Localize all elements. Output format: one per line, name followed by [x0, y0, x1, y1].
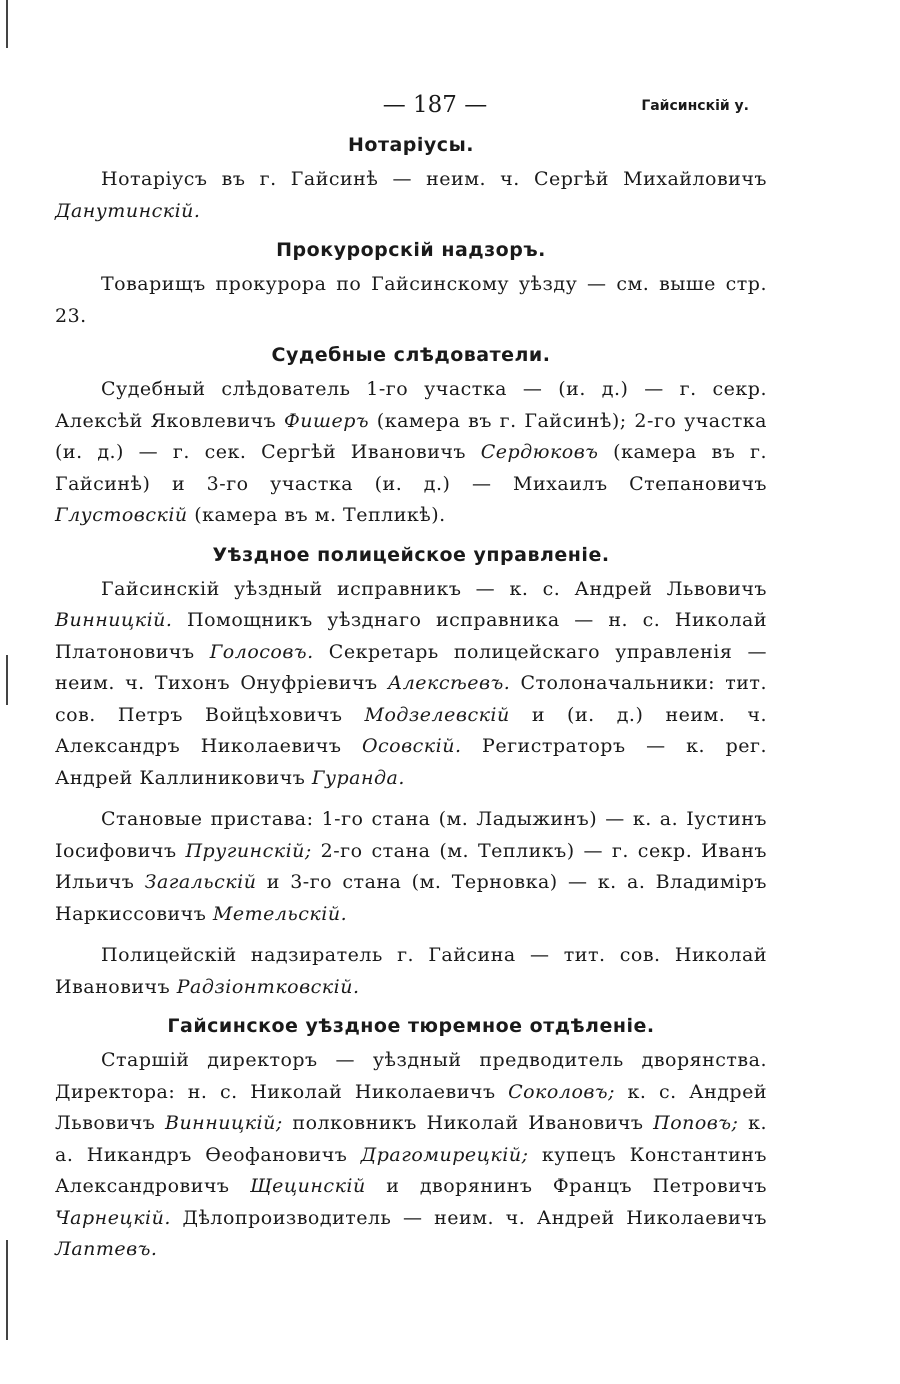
section-title-investigators: Судебные слѣдователи. — [271, 344, 551, 366]
section-title-notaries: Нотаріусы. — [348, 134, 474, 156]
text: к. а. Никандръ Ѳеофановичъ — [55, 1112, 767, 1166]
text: Гайсинскій уѣздный исправникъ — к. с. Андрей Львовичъ — [101, 577, 767, 600]
text: Секретарь полицейскаго управленія — неим. ч. Тихонъ Онуфріевичъ — [55, 640, 767, 694]
scan-edge-mark — [6, 1240, 8, 1340]
text: Нотаріусъ въ г. Гайсинѣ — неим. ч. Сергѣй Михайловичъ — [101, 168, 767, 190]
person-name: Винницкій. — [55, 609, 173, 631]
text: Становые пристава: 1-го стана (м. Ладыжинъ) — к. а. Іустинъ Іосифовичъ — [55, 808, 767, 862]
text: Товарищъ прокурора по Гайсинскому уѣзду — см. выше стр. 23. — [55, 273, 767, 327]
person-name: Чарнецкій. — [55, 1206, 171, 1229]
paragraph-police-stations — [55, 804, 767, 930]
person-name: Лаптевъ. — [55, 1238, 158, 1260]
person-name: Поповъ; — [653, 1112, 739, 1134]
person-name: Загальскій — [144, 871, 257, 893]
text: купецъ Константинъ Александровичъ — [55, 1143, 767, 1197]
paragraph-prison — [55, 1045, 767, 1266]
person-name: Данутинскій. — [55, 199, 201, 222]
paragraph-police-supervisor — [55, 940, 767, 1003]
document-page — [55, 92, 767, 1276]
text: к. с. Андрей Львовичъ — [55, 1080, 768, 1134]
person-name: Винницкій; — [164, 1112, 283, 1134]
text: Полицейскій надзиратель г. Гайсина — тит. сов. Николай Ивановичъ — [55, 944, 767, 998]
person-name: Модзелевскій — [364, 703, 510, 726]
person-name: Фишеръ — [283, 409, 370, 432]
text: и дворянинъ Францъ Петровичъ — [365, 1175, 768, 1197]
page-number: — 187 — — [382, 92, 488, 118]
paragraph-prosecutor — [55, 269, 767, 332]
text: Старшій директоръ — уѣздный предводитель дворянства. Директора: н. с. Николай Николаевичъ — [55, 1049, 767, 1103]
person-name: Сердюковъ — [480, 441, 599, 463]
text: и (и. д.) неим. ч. Александръ Николаевичъ — [55, 703, 767, 757]
text: и 3-го стана (м. Терновка) — к. а. Владиміръ Наркиссовичъ — [55, 871, 768, 925]
running-head — [55, 92, 767, 122]
text: 2-го стана (м. Тепликъ) — г. секр. Иванъ Ильичъ — [55, 839, 767, 893]
person-name: Гуранда. — [311, 766, 405, 789]
running-head-district: Гайсинскій у. — [641, 98, 749, 114]
text: Дѣлопроизводитель — неим. ч. Андрей Николаевичъ — [170, 1206, 767, 1229]
text: (камера въ г. Гайсинѣ) и 3-го участка (и. д.) — Михаилъ Степановичъ — [55, 441, 767, 495]
section-title-prison: Гайсинское уѣздное тюремное отдѣленіе. — [167, 1015, 655, 1037]
person-name: Щецинскій — [250, 1175, 366, 1197]
section-title-prosecutor: Прокурорскій надзоръ. — [276, 239, 546, 261]
scan-edge-mark — [6, 0, 8, 48]
person-name: Алексѣевъ. — [387, 672, 511, 694]
person-name: Радзіонтковскій. — [176, 975, 360, 998]
text: Столоначальники: тит. сов. Петръ Войцѣховичъ — [55, 672, 767, 726]
paragraph-notaries — [55, 164, 767, 227]
person-name: Пругинскій; — [185, 839, 312, 862]
text: полковникъ Николай Ивановичъ — [282, 1112, 654, 1134]
paragraph-investigators — [55, 374, 767, 532]
person-name: Осовскій. — [361, 735, 462, 757]
scan-edge-mark — [6, 655, 8, 705]
person-name: Соколовъ; — [508, 1080, 615, 1103]
text: Судебный слѣдователь 1-го участка — (и. д.) — г. секр. Алексѣй Яковлевичъ — [55, 378, 767, 432]
text: Регистраторъ — к. рег. Андрей Каллиниковичъ — [55, 735, 767, 789]
paragraph-police-administration — [55, 574, 767, 795]
text: Помощникъ уѣзднаго исправника — н. с. Николай Платоновичъ — [55, 609, 767, 663]
person-name: Драгомирецкій; — [360, 1143, 529, 1166]
text: (камера въ г. Гайсинѣ); 2-го участка (и. д.) — г. сек. Сергѣй Ивановичъ — [55, 409, 767, 463]
text: (камера въ м. Тепликѣ). — [187, 504, 446, 526]
person-name: Метельскій. — [212, 902, 348, 925]
section-title-police: Уѣздное полицейское управленіе. — [212, 543, 610, 566]
person-name: Голосовъ. — [209, 640, 314, 663]
person-name: Глустовскій — [55, 504, 188, 526]
